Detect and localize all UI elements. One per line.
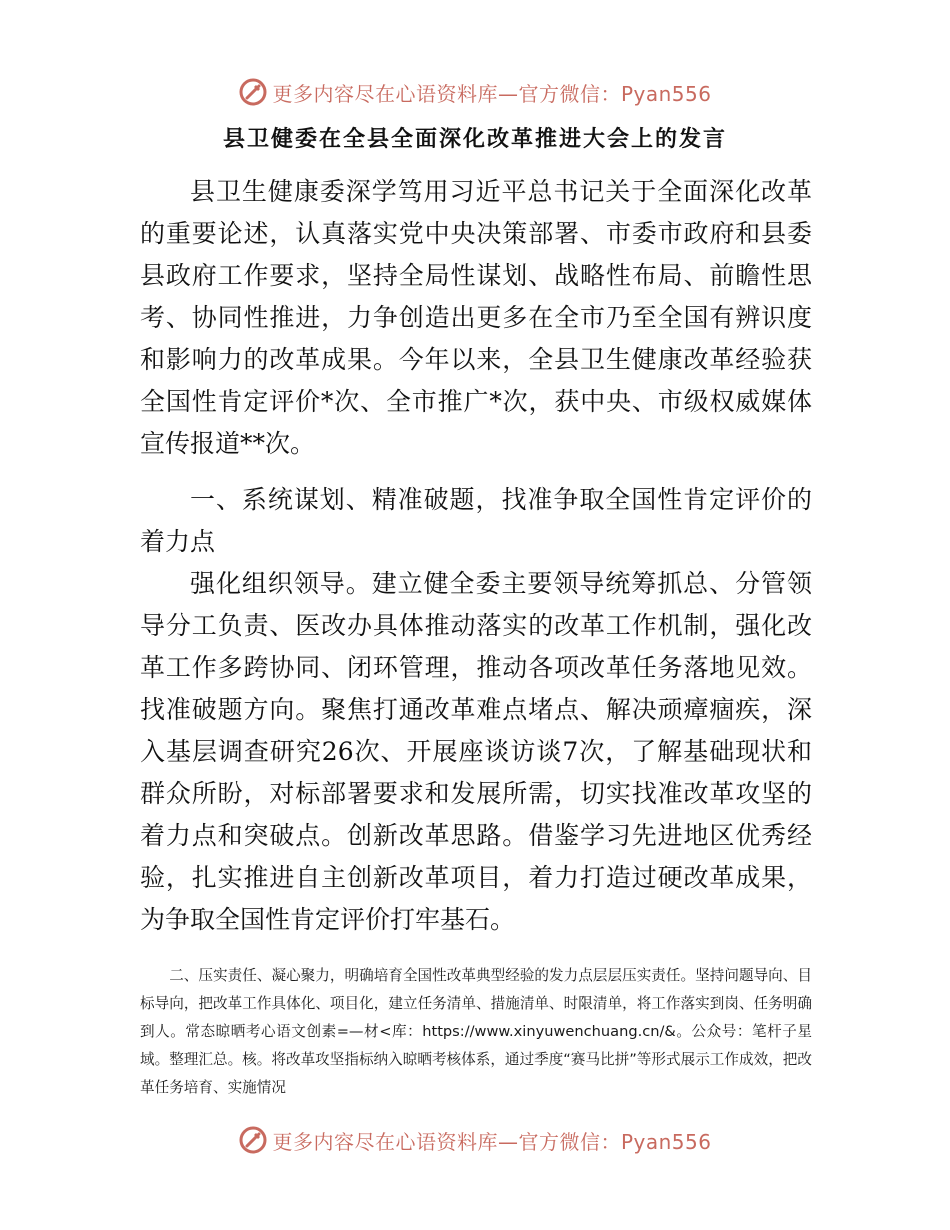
watermark-text: 更多内容尽在心语资料库—官方微信：Pyan556 xyxy=(272,1129,712,1154)
body-paragraph-section-1: 强化组织领导。建立健全委主要领导统筹抓总、分管领导分工负责、医改办具体推动落实的改革工作机制，强化改革工作多跨协同、闭环管理，推动各项改革任务落地见效。找准破题方向。聚焦打通改革难点堵点、解决顽瘴痼疾，深入基层调查研究26次、开展座谈访谈7次，了解基础现状和群众所盼，对标部署要求和发展所需，切实找准改革攻坚的着力点和突破点。创新改革思路。借鉴学习先进地区优秀经验，扎实推进自主创新改革项目，着力打造过硬改革成果，为争取全国性肯定评价打牢基石。 xyxy=(140,569,812,934)
watermark-banner-bottom xyxy=(0,1120,950,1160)
watermark-banner-top xyxy=(0,72,950,112)
body-paragraph-section-2: 二、压实责任、凝心聚力，明确培育全国性改革典型经验的发力点层层压实责任。坚持问题导向、目标导向，把改革工作具体化、项目化，建立任务清单、措施清单、时限清单，将工作落实到岗、任务明确到人。常态晾晒考心语文创素=—材<库：https://www.xinyuwenchuang.cn/&。公众号：笔杆子星域。整理汇总。核。将改革攻坚指标纳入晾晒考核体系，通过季度“赛马比拼”等形式展示工作成效，把改革任务培育、实施情况 xyxy=(140,967,812,1096)
document-title: 县卫健委在全县全面深化改革推进大会上的发言 xyxy=(222,126,727,152)
pen-logo-icon xyxy=(238,1125,268,1155)
body-paragraph-intro: 县卫生健康委深学笃用习近平总书记关于全面深化改革的重要论述，认真落实党中央决策部署、市委市政府和县委县政府工作要求，坚持全局性谋划、战略性布局、前瞻性思考、协同性推进，力争创造出更多在全市乃至全国有辨识度和影响力的改革成果。今年以来，全县卫生健康改革经验获全国性肯定评价*次、全市推广*次，获中央、市级权威媒体宣传报道**次。 xyxy=(140,177,812,458)
watermark-text: 更多内容尽在心语资料库—官方微信：Pyan556 xyxy=(272,81,712,106)
pen-logo-icon xyxy=(238,77,268,107)
section-heading-1: 一、系统谋划、精准破题，找准争取全国性肯定评价的着力点 xyxy=(140,485,812,556)
